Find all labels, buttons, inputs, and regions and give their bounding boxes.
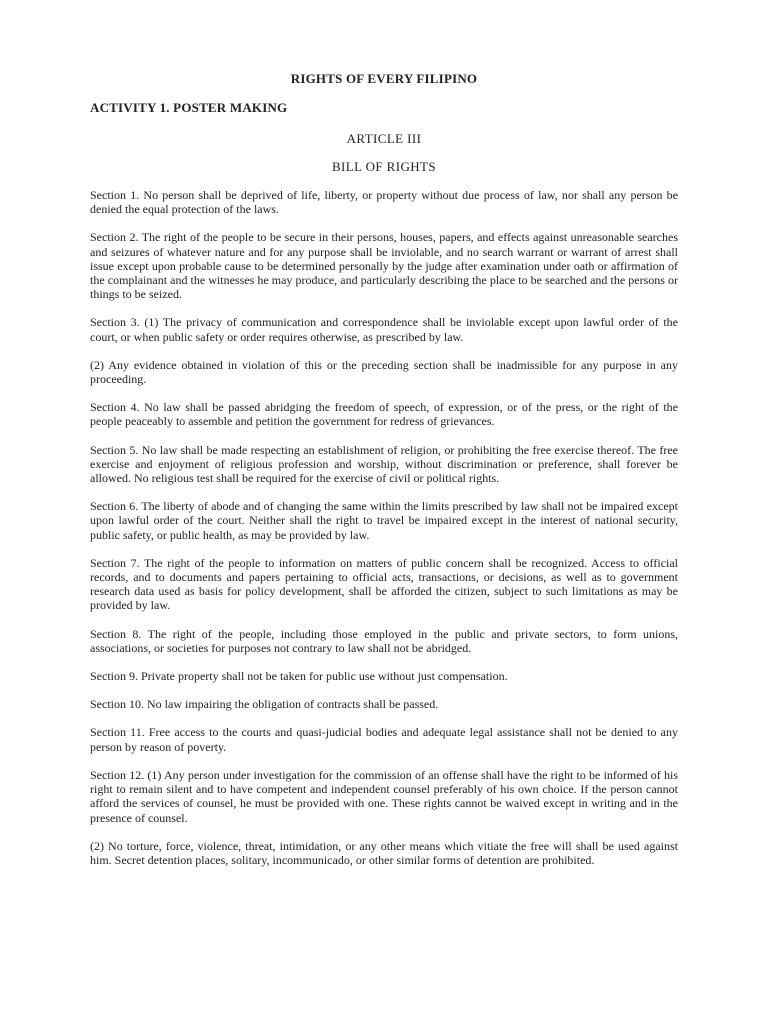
- article-heading: ARTICLE III: [346, 131, 422, 146]
- section-2-paragraph: Section 2. The right of the people to be secure in their persons, houses, papers, and effects against unreasonable searches and seizures of whatever nature and for any purpose shall be inviolable, and no search warrant or warrant of arrest shall issue except upon probable cause to be determined personally by the judge after examination under oath or affirmation of the complainant and the witnesses he may produce, and particularly describing the place to be searched and the persons or things to be seized.: [90, 230, 678, 302]
- section-12-paragraph: Section 12. (1) Any person under investigation for the commission of an offense shall have the right to be informed of his right to remain silent and to have competent and independent counsel preferably of his own choice. If the person cannot afford the services of counsel, he must be provided with one. These rights cannot be waived except in writing and in the presence of counsel.: [90, 767, 678, 825]
- section-8-paragraph: Section 8. The right of the people, including those employed in the public and private sectors, to form unions, associations, or societies for purposes not contrary to law shall not be abridged.: [90, 626, 678, 655]
- document-page: [90, 70, 678, 881]
- activity-heading: ACTIVITY 1. POSTER MAKING: [90, 100, 288, 115]
- section-5-paragraph: Section 5. No law shall be made respecting an establishment of religion, or prohibiting the free exercise thereof. The free exercise and enjoyment of religious profession and worship, without discrimination or preference, shall forever be allowed. No religious test shall be required for the exercise of civil or political rights.: [90, 442, 678, 486]
- section-1-paragraph: Section 1. No person shall be deprived of life, liberty, or property without due process of law, nor shall any person be denied the equal protection of the laws.: [90, 188, 678, 217]
- section-11-paragraph: Section 11. Free access to the courts and quasi-judicial bodies and adequate legal assistance shall not be denied to any person by reason of poverty.: [90, 725, 678, 754]
- section-3-2-paragraph: (2) Any evidence obtained in violation of this or the preceding section shall be inadmissible for any purpose in any proceeding.: [90, 357, 678, 387]
- section-3-paragraph: Section 3. (1) The privacy of communication and correspondence shall be inviolable except upon lawful order of the court, or when public safety or order requires otherwise, as prescribed by law.: [90, 315, 678, 344]
- section-10-paragraph: Section 10. No law impairing the obligation of contracts shall be passed.: [90, 697, 439, 712]
- bill-of-rights-heading: BILL OF RIGHTS: [331, 159, 437, 174]
- section-7-paragraph: Section 7. The right of the people to information on matters of public concern shall be recognized. Access to official records, and to documents and papers pertaining to official acts, transactions, or decisions, as well as to government research data used as basis for policy development, shall be afforded the citizen, subject to such limitations as may be provided by law.: [90, 555, 678, 613]
- document-title: RIGHTS OF EVERY FILIPINO: [290, 71, 478, 86]
- section-9-paragraph: Section 9. Private property shall not be taken for public use without just compensation.: [90, 669, 508, 684]
- section-12-2-paragraph: (2) No torture, force, violence, threat, intimidation, or any other means which vitiate the free will shall be used against him. Secret detention places, solitary, incommunicado, or other similar forms of detention are prohibited.: [90, 838, 678, 867]
- section-4-paragraph: Section 4. No law shall be passed abridging the freedom of speech, of expression, or of the press, or the right of the people peaceably to assemble and petition the government for redress of grievances.: [90, 400, 678, 429]
- section-6-paragraph: Section 6. The liberty of abode and of changing the same within the limits prescribed by law shall not be impaired except upon lawful order of the court. Neither shall the right to travel be impaired except in the interest of national security, public safety, or public health, as may be provided by law.: [90, 499, 678, 542]
